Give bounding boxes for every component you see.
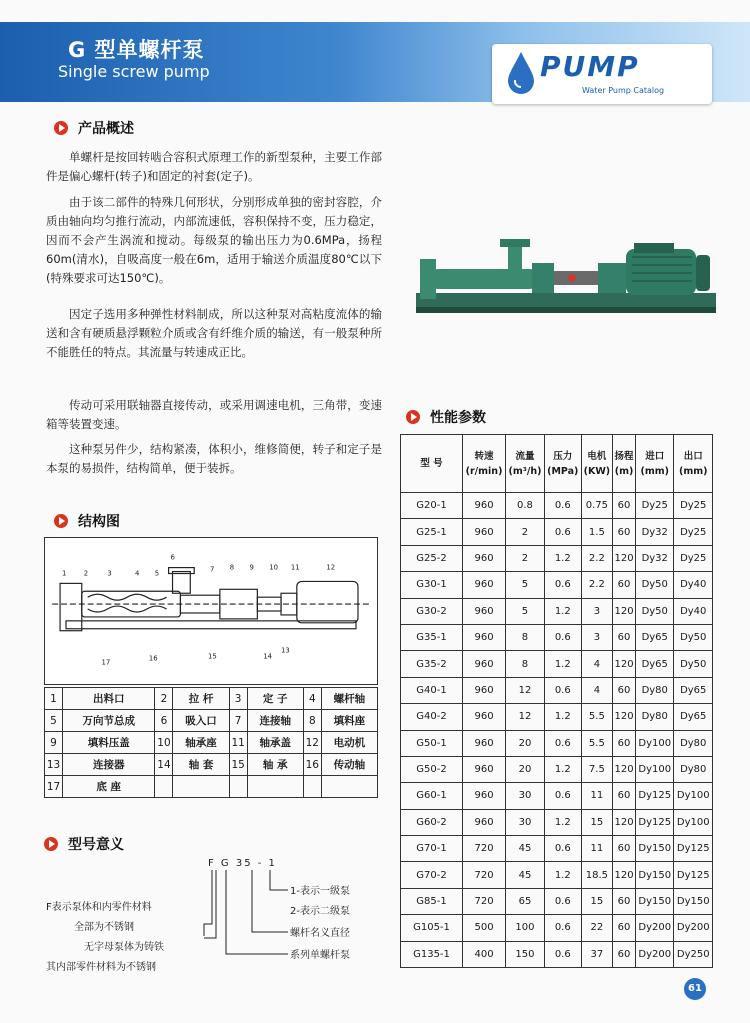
table-row (401, 545, 713, 571)
table-cell: G60-2 (401, 809, 463, 835)
pump-photo (412, 225, 732, 335)
model-label: 系列单螺杆泵 (290, 950, 350, 961)
table-cell: Dy80 (674, 756, 713, 782)
table-cell: Dy25 (674, 519, 713, 545)
table-cell: 960 (463, 783, 506, 809)
callout-label: 12 (326, 563, 336, 572)
table-row: 9 填料压盖 10 轴承座 11 轴承盖 12 电动机 (45, 732, 378, 754)
table-cell: G50-2 (401, 756, 463, 782)
table-cell: G40-1 (401, 677, 463, 703)
performance-table-body (401, 493, 713, 968)
callout-label: 1 (62, 569, 67, 578)
table-cell: 500 (463, 915, 506, 941)
model-code-diagram (44, 852, 384, 982)
table-cell: Dy200 (636, 915, 674, 941)
column-header: 压力 (MPa) (544, 435, 581, 493)
column-header: 流量 (m³/h) (506, 435, 545, 493)
table-row (401, 572, 713, 598)
table-cell: 0.6 (544, 493, 581, 519)
table-cell: 60 (613, 941, 636, 967)
table-cell: 65 (506, 888, 545, 914)
table-cell: G105-1 (401, 915, 463, 941)
column-header: 扬程 (m) (613, 435, 636, 493)
table-cell: Dy80 (636, 704, 674, 730)
table-cell: 120 (613, 862, 636, 888)
table-cell: Dy40 (674, 598, 713, 624)
table-cell: 12 (506, 704, 545, 730)
model-label: 1-表示一级泵 (290, 886, 350, 897)
table-cell: 2.2 (581, 572, 612, 598)
table-cell: 12 (506, 677, 545, 703)
table-cell: 960 (463, 519, 506, 545)
table-cell: Dy80 (636, 677, 674, 703)
table-cell: 11 (581, 836, 612, 862)
table-row (401, 651, 713, 677)
table-row: 17 底 座 (45, 776, 378, 798)
section-heading-structure (54, 511, 120, 531)
table-cell: 30 (506, 783, 545, 809)
table-cell: 720 (463, 836, 506, 862)
table-cell: 100 (506, 915, 545, 941)
table-cell: 960 (463, 545, 506, 571)
table-cell: 120 (613, 704, 636, 730)
table-cell: Dy100 (636, 756, 674, 782)
table-cell: 8 (506, 624, 545, 650)
table-cell: 0.6 (544, 888, 581, 914)
table-cell: Dy65 (674, 677, 713, 703)
table-cell: 60 (613, 888, 636, 914)
table-row: 1 出料口 2 拉 杆 3 定 子 4 螺杆轴 (45, 688, 378, 710)
table-cell: 400 (463, 941, 506, 967)
table-cell: 8 (506, 651, 545, 677)
overview-paragraph-4: 传动可采用联轴器直接传动，或采用调速电机，三角带，变速箱等装置变速。 (46, 398, 382, 431)
table-cell: 60 (613, 677, 636, 703)
table-cell: Dy150 (636, 888, 674, 914)
table-cell: 960 (463, 756, 506, 782)
table-cell: Dy150 (636, 836, 674, 862)
table-cell: Dy125 (636, 809, 674, 835)
table-cell: 720 (463, 888, 506, 914)
water-drop-icon (506, 50, 536, 94)
table-cell: Dy150 (674, 888, 713, 914)
table-cell: 22 (581, 915, 612, 941)
table-cell: 45 (506, 836, 545, 862)
heading-text: 性能参数 (430, 410, 486, 426)
table-cell: 0.6 (544, 836, 581, 862)
table-cell: Dy125 (674, 836, 713, 862)
overview-paragraph-3: 因定子选用多种弹性材料制成，所以这种泵对高粘度流体的输送和含有硬质悬浮颗粒介质或含有纤维介质的输送，有一般泵种所不能胜任的特点。其流量与转速成正比。 (46, 307, 382, 359)
column-header: 电机 (KW) (581, 435, 612, 493)
table-row: 5 万向节总成 6 吸入口 7 连接轴 8 填料座 (45, 710, 378, 732)
table-cell: 0.6 (544, 677, 581, 703)
table-cell: 0.6 (544, 624, 581, 650)
table-cell: Dy40 (674, 572, 713, 598)
table-cell: 2 (506, 545, 545, 571)
table-row (401, 888, 713, 914)
table-cell: 960 (463, 598, 506, 624)
table-cell: Dy65 (636, 624, 674, 650)
table-cell: 0.6 (544, 519, 581, 545)
table-cell: 0.75 (581, 493, 612, 519)
table-row: 13 连接器 14 轴 套 15 轴 承 16 传动轴 (45, 754, 378, 776)
table-cell: 60 (613, 836, 636, 862)
column-header: 进口 (mm) (636, 435, 674, 493)
table-cell: 60 (613, 915, 636, 941)
logo-wordmark: PUMP (540, 50, 640, 83)
table-cell: 2 (506, 519, 545, 545)
table-cell: 60 (613, 730, 636, 756)
table-cell: 960 (463, 493, 506, 519)
table-cell: 0.6 (544, 730, 581, 756)
callout-label: 17 (101, 658, 111, 667)
table-cell: Dy200 (636, 941, 674, 967)
table-row (401, 624, 713, 650)
table-cell: 960 (463, 730, 506, 756)
table-cell: G25-2 (401, 545, 463, 571)
table-cell: 60 (613, 493, 636, 519)
callout-label: 3 (107, 569, 112, 578)
section-heading-model (44, 834, 124, 854)
callout-label: 15 (208, 652, 217, 661)
table-cell: G50-1 (401, 730, 463, 756)
table-cell: 45 (506, 862, 545, 888)
table-cell: 960 (463, 809, 506, 835)
table-cell: Dy125 (674, 862, 713, 888)
table-row (401, 941, 713, 967)
table-cell: 1.2 (544, 756, 581, 782)
table-cell: G25-1 (401, 519, 463, 545)
table-cell: Dy25 (674, 545, 713, 571)
heading-text: 型号意义 (68, 837, 124, 853)
table-cell: G85-1 (401, 888, 463, 914)
page-title: G 型单螺杆泵 (68, 38, 205, 62)
table-cell: 1.2 (544, 809, 581, 835)
table-cell: Dy250 (674, 941, 713, 967)
table-cell: 18.5 (581, 862, 612, 888)
table-row (401, 809, 713, 835)
play-bullet-icon (54, 514, 68, 528)
table-cell: 150 (506, 941, 545, 967)
table-cell: G40-2 (401, 704, 463, 730)
callout-label: 10 (269, 563, 278, 572)
table-cell: Dy65 (636, 651, 674, 677)
table-cell: 120 (613, 651, 636, 677)
table-cell: Dy100 (674, 783, 713, 809)
table-cell: G60-1 (401, 783, 463, 809)
table-cell: 20 (506, 756, 545, 782)
callout-label: 2 (83, 569, 89, 578)
table-cell: 120 (613, 809, 636, 835)
table-cell: Dy50 (636, 598, 674, 624)
table-cell: 37 (581, 941, 612, 967)
table-cell: 15 (581, 809, 612, 835)
model-label: 全部为不锈钢 (74, 922, 134, 933)
table-row (401, 519, 713, 545)
model-label: 螺杆名义直径 (290, 928, 350, 939)
table-row (401, 677, 713, 703)
table-cell: 15 (581, 888, 612, 914)
table-cell: 1.5 (581, 519, 612, 545)
table-cell: 1.2 (544, 651, 581, 677)
callout-label: 16 (148, 654, 158, 663)
table-row (401, 836, 713, 862)
table-cell: 60 (613, 624, 636, 650)
table-cell: Dy50 (636, 572, 674, 598)
table-cell: 5 (506, 598, 545, 624)
table-cell: 5 (506, 572, 545, 598)
table-cell: Dy150 (636, 862, 674, 888)
table-row (401, 704, 713, 730)
brand-logo (492, 44, 712, 104)
table-cell: Dy100 (636, 730, 674, 756)
table-cell: Dy80 (674, 730, 713, 756)
table-cell: Dy100 (674, 809, 713, 835)
table-cell: 1.2 (544, 862, 581, 888)
table-cell: 0.6 (544, 783, 581, 809)
table-cell: 5.5 (581, 704, 612, 730)
table-cell: Dy200 (674, 915, 713, 941)
page-subtitle: Single screw pump (58, 62, 210, 81)
callout-label: 4 (135, 569, 140, 578)
table-cell: 1.2 (544, 545, 581, 571)
table-cell: 120 (613, 598, 636, 624)
table-cell: 3 (581, 624, 612, 650)
callout-label: 8 (229, 563, 235, 572)
table-cell: 960 (463, 704, 506, 730)
table-cell: 60 (613, 783, 636, 809)
table-cell: G70-1 (401, 836, 463, 862)
table-cell: 0.8 (506, 493, 545, 519)
table-cell: Dy50 (674, 624, 713, 650)
table-cell: 20 (506, 730, 545, 756)
heading-text: 结构图 (78, 514, 120, 530)
model-label: 其内部零件材料为不锈钢 (46, 962, 156, 973)
table-cell: 1.2 (544, 704, 581, 730)
model-label: F表示泵体和内零件材料 (46, 902, 152, 913)
callout-label: 7 (210, 565, 215, 574)
table-cell: Dy32 (636, 545, 674, 571)
page-header (0, 0, 750, 108)
table-row (401, 756, 713, 782)
table-cell: Dy50 (674, 651, 713, 677)
table-cell: 4 (581, 677, 612, 703)
table-cell: 60 (613, 519, 636, 545)
column-header: 转速 (r/min) (463, 435, 506, 493)
play-bullet-icon (54, 121, 68, 135)
table-cell: 120 (613, 545, 636, 571)
model-label: 无字母泵体为铸铁 (84, 942, 164, 953)
structure-diagram (44, 537, 378, 685)
overview-paragraph-5: 这种泵另件少，结构紧凑，体积小，维修简便，转子和定子是本泵的易损件，结构简单，便于装拆。 (46, 442, 382, 475)
table-cell: G30-2 (401, 598, 463, 624)
column-header: 型 号 (401, 435, 463, 493)
callout-label: 6 (170, 553, 175, 562)
table-cell: 30 (506, 809, 545, 835)
callout-label: 14 (263, 652, 273, 661)
table-cell: 0.6 (544, 572, 581, 598)
overview-paragraph-2: 由于该二部件的特殊几何形状，分别形成单独的密封容腔，介质由轴向均匀推行流动，内部流速低，容积保持不变，压力稳定，因而不会产生涡流和搅动。每级泵的输出压力为0.6MPa，扬程60m(清水)，自吸高度一般在6m，适用于输送介质温度80℃以下(特殊要求可达150℃)。 (46, 195, 382, 285)
table-cell: Dy25 (674, 493, 713, 519)
table-cell: G35-2 (401, 651, 463, 677)
table-cell: 3 (581, 598, 612, 624)
table-cell: 960 (463, 572, 506, 598)
table-cell: 11 (581, 783, 612, 809)
column-header: 出口 (mm) (674, 435, 713, 493)
table-cell: 0.6 (544, 941, 581, 967)
page-number: 61 (684, 978, 706, 1000)
table-cell: 7.5 (581, 756, 612, 782)
table-cell: G30-1 (401, 572, 463, 598)
table-row (401, 862, 713, 888)
section-heading-performance (406, 407, 486, 427)
table-cell: G20-1 (401, 493, 463, 519)
section-heading-overview (54, 118, 134, 138)
table-cell: G135-1 (401, 941, 463, 967)
model-label: 2-表示二级泵 (290, 906, 350, 917)
table-cell: 5.5 (581, 730, 612, 756)
table-cell: Dy32 (636, 519, 674, 545)
table-cell: Dy25 (636, 493, 674, 519)
table-cell: 960 (463, 651, 506, 677)
callout-label: 5 (154, 569, 160, 578)
table-cell: 60 (613, 572, 636, 598)
callout-label: 11 (290, 563, 300, 572)
play-bullet-icon (44, 837, 58, 851)
table-cell: 960 (463, 677, 506, 703)
table-cell: 4 (581, 651, 612, 677)
table-cell: 2.2 (581, 545, 612, 571)
table-row (401, 915, 713, 941)
callout-label: 9 (249, 563, 254, 572)
table-row (401, 598, 713, 624)
logo-caption: Water Pump Catalog (582, 86, 665, 95)
table-row (401, 783, 713, 809)
heading-text: 产品概述 (78, 121, 134, 137)
table-cell: G35-1 (401, 624, 463, 650)
callout-label: 13 (281, 646, 290, 655)
table-cell: 0.6 (544, 915, 581, 941)
table-cell: Dy65 (674, 704, 713, 730)
model-code: F G 35 - 1 (208, 858, 277, 869)
table-cell: G70-2 (401, 862, 463, 888)
table-cell: 960 (463, 624, 506, 650)
table-row (401, 493, 713, 519)
table-cell: Dy125 (636, 783, 674, 809)
performance-table (400, 434, 713, 968)
overview-paragraph-1: 单螺杆是按回转啮合容积式原理工作的新型泵种，主要工作部件是偏心螺杆(转子)和固定的衬套(定子)。 (46, 150, 382, 183)
table-cell: 720 (463, 862, 506, 888)
table-header-row (401, 435, 713, 493)
table-cell: 1.2 (544, 598, 581, 624)
play-bullet-icon (406, 410, 420, 424)
structure-legend-table (44, 687, 378, 798)
table-cell: 120 (613, 756, 636, 782)
table-row (401, 730, 713, 756)
